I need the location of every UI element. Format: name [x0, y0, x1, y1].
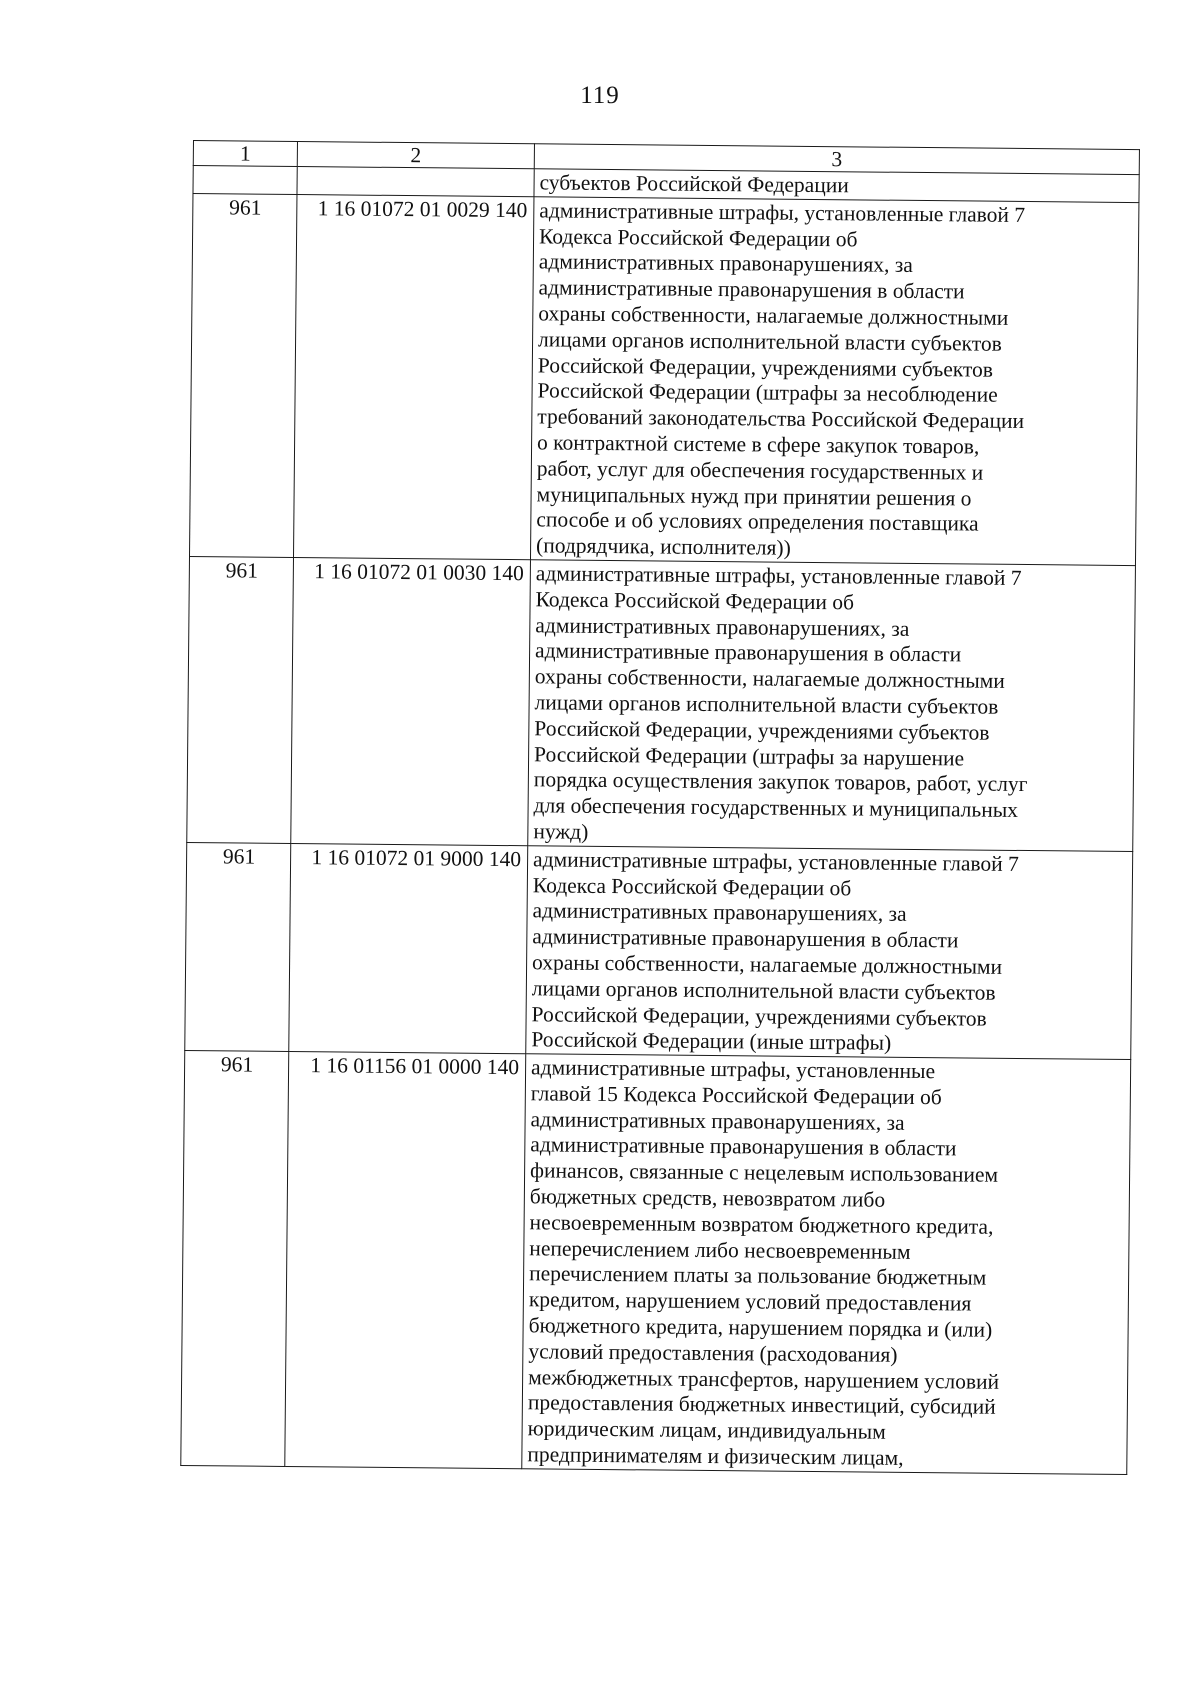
- table-row: [181, 1051, 1131, 1475]
- budget-codes-table: [180, 140, 1140, 1475]
- table-row: [190, 193, 1139, 565]
- column-header-2: 2: [297, 142, 534, 169]
- table-row: [187, 556, 1136, 851]
- description-cell: субъектов Российской Федерации: [534, 169, 1139, 203]
- column-header-1: 1: [193, 141, 297, 167]
- description-cell: административные штрафы, установленные главой 7 Кодекса Российской Федерации об административных правонарушениях, за административные правонарушения в области охраны собственности, налагаемые должностными лицами органов исполнительной власти субъектов Российской Федерации, учреждениями субъектов Российской Федерации (иные штрафы): [526, 845, 1133, 1059]
- page-number: 119: [580, 82, 620, 109]
- admin-code-cell: [193, 166, 297, 195]
- admin-code-cell: 961: [185, 842, 291, 1051]
- budget-code-cell: 1 16 01156 01 0000 140: [285, 1052, 526, 1469]
- budget-code-cell: 1 16 01072 01 0030 140: [291, 557, 531, 845]
- admin-code-cell: 961: [181, 1051, 289, 1467]
- budget-code-cell: 1 16 01072 01 9000 140: [289, 843, 528, 1054]
- budget-code-cell: [297, 167, 534, 197]
- description-cell: административные штрафы, установленные главой 7 Кодекса Российской Федерации об административных правонарушениях, за административные правонарушения в области охраны собственности, налагаемые должностными лицами органов исполнительной власти субъектов Российской Федерации, учреждениями субъектов Российской Федерации (штрафы за несоблюдение требований законодательства Российской Федерации о контрактной системе в сфере закупок товаров, работ, услуг для обеспечения государственных и муниципальных нужд при принятии решения о способе и об условиях определения поставщика (подрядчика, исполнителя)): [530, 197, 1138, 566]
- description-cell: административные штрафы, установленные главой 15 Кодекса Российской Федерации об административных правонарушениях, за административные правонарушения в области финансов, связанные с нецелевым использованием бюджетных средств, невозвратом либо несвоевременным возвратом бюджетного кредита, неперечислением либо несвоевременным перечислением платы за пользование бюджетным кредитом, нарушением условий предоставления бюджетного кредита, нарушением порядка и (или) условий предоставления (расходования) межбюджетных трансфертов, нарушением условий предоставления бюджетных инвестиций, субсидий юридическим лицам, индивидуальным предпринимателям и физическим лицам,: [522, 1054, 1131, 1475]
- budget-code-cell: 1 16 01072 01 0029 140: [293, 194, 533, 559]
- column-header-3: 3: [534, 144, 1139, 175]
- admin-code-cell: 961: [190, 193, 297, 557]
- description-cell: административные штрафы, установленные главой 7 Кодекса Российской Федерации об административных правонарушениях, за административные правонарушения в области охраны собственности, налагаемые должностными лицами органов исполнительной власти субъектов Российской Федерации, учреждениями субъектов Российской Федерации (штрафы за нарушение порядка осуществления закупок товаров, работ, услуг для обеспечения государственных и муниципальных нужд): [528, 560, 1136, 852]
- admin-code-cell: 961: [187, 556, 294, 843]
- table-row: [185, 842, 1133, 1059]
